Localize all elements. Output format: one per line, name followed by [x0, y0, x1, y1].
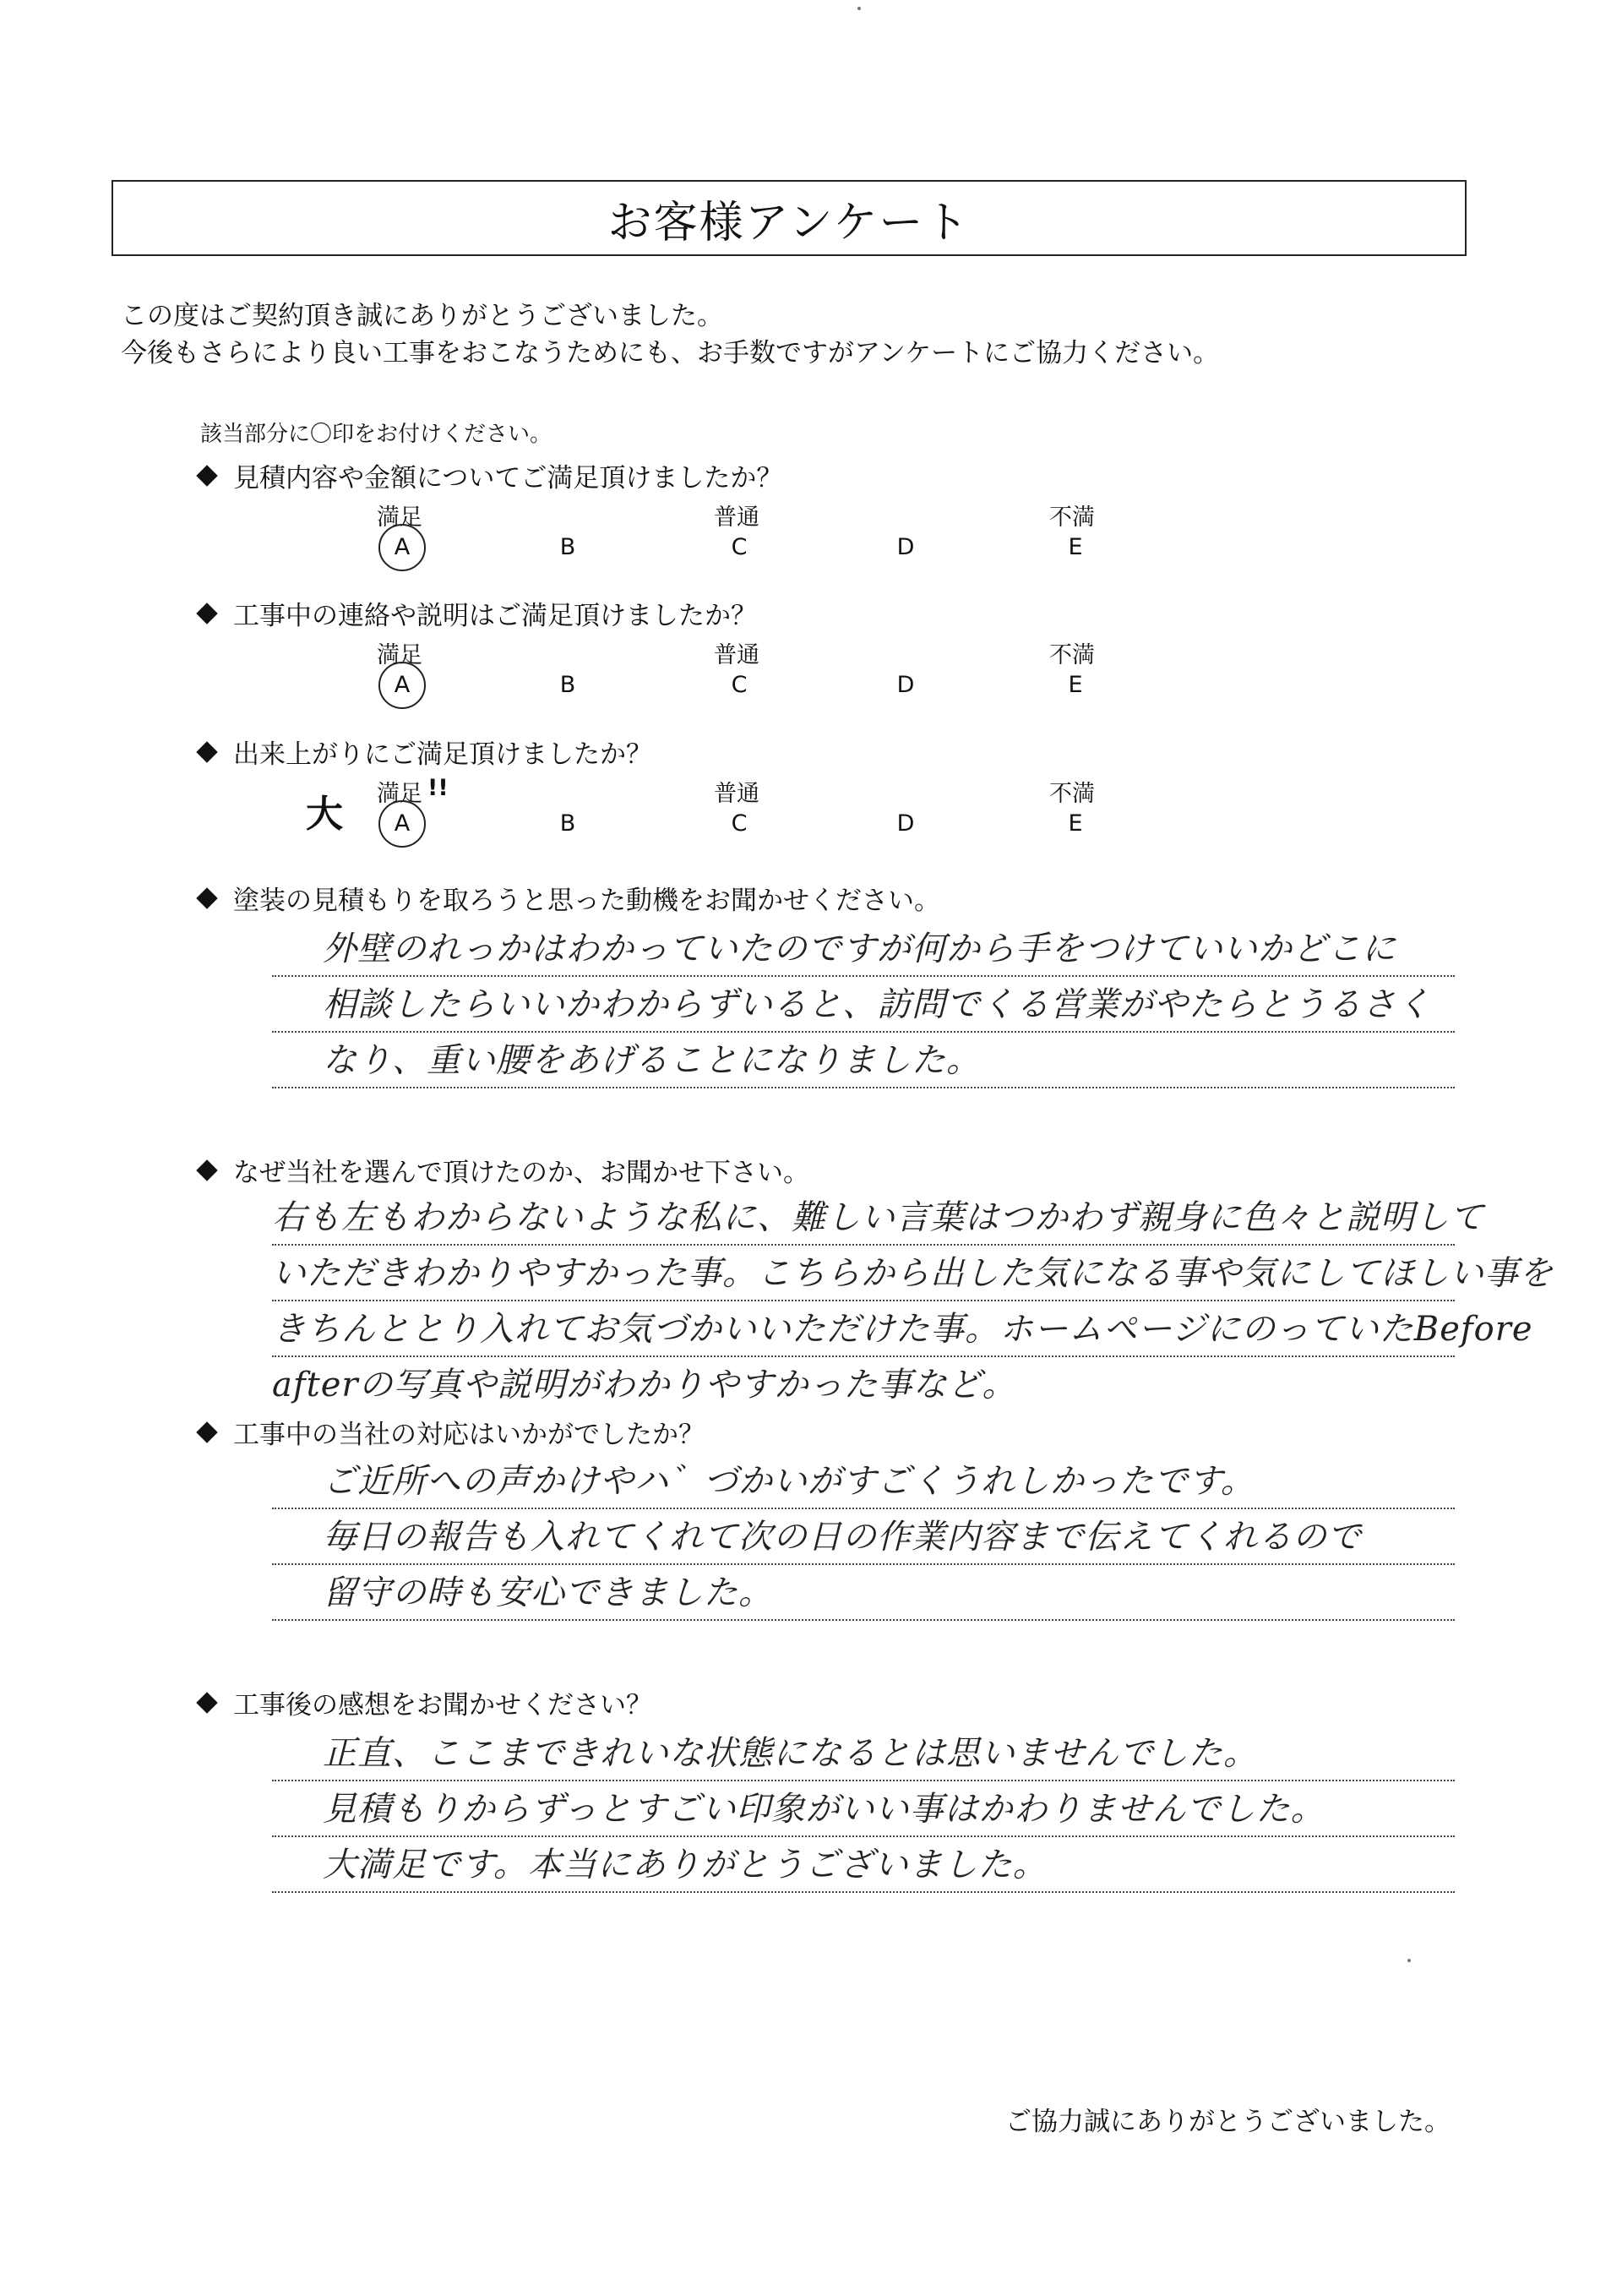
label-dissatisfied: 不満	[1049, 504, 1095, 531]
option-a[interactable]: A	[394, 534, 411, 560]
handwritten-text: きちんととり入れてお気づかいいただけた事。ホームページにのっていたBefore	[272, 1310, 1533, 1349]
label-satisfied: 満足	[377, 504, 422, 531]
selection-circle-icon	[378, 524, 426, 571]
intro-line-2: 今後もさらにより良い工事をおこなうためにも、お手数ですがアンケートにご協力ください。	[121, 338, 1220, 368]
question-7	[196, 1683, 652, 1721]
answer-line	[272, 1565, 1455, 1621]
diamond-bullet-icon	[196, 1692, 217, 1713]
question-5-text: なぜ当社を選んで頂けたのか、お聞かせ下さい。	[233, 1158, 809, 1188]
diamond-bullet-icon	[196, 887, 217, 908]
answer-4	[272, 921, 1455, 1088]
answer-line	[272, 1837, 1455, 1893]
handwritten-text: 外壁のれっかはわかっていたのですが何から手をつけていいかどこに	[323, 930, 1396, 968]
option-e[interactable]: E	[1068, 810, 1083, 837]
diamond-bullet-icon	[196, 1421, 217, 1442]
intro-line-1: この度はご契約頂き誠にありがとうございました。	[121, 301, 723, 331]
rating-scale-1	[0, 499, 1622, 592]
label-dissatisfied: 不満	[1049, 642, 1095, 668]
question-6	[196, 1413, 705, 1451]
label-satisfied: 満足	[377, 642, 422, 668]
option-e[interactable]: E	[1068, 534, 1083, 560]
answer-6	[272, 1453, 1455, 1621]
answer-line	[272, 1357, 1455, 1411]
question-4-text: 塗装の見積もりを取ろうと思った動機をお聞かせください。	[233, 886, 940, 916]
selection-circle-icon	[378, 800, 426, 848]
label-neutral: 普通	[714, 642, 759, 668]
intro-text	[121, 297, 1219, 372]
label-neutral: 普通	[714, 781, 759, 807]
label-neutral: 普通	[714, 504, 759, 531]
question-3	[196, 733, 652, 771]
instruction-text: 該当部分に〇印をお付けください。	[200, 422, 552, 447]
handwritten-text: 留守の時も安心できました。	[323, 1573, 773, 1612]
title-box	[112, 180, 1467, 256]
answer-7	[272, 1726, 1455, 1893]
rating-scale-2	[0, 636, 1622, 729]
option-d[interactable]: D	[896, 534, 915, 560]
question-5	[196, 1151, 809, 1189]
handwritten-text: 大満足です。本当にありがとうございました。	[323, 1846, 1048, 1884]
answer-line	[272, 1781, 1455, 1837]
question-7-text: 工事後の感想をお聞かせください？	[233, 1690, 652, 1721]
option-a[interactable]: A	[394, 810, 411, 837]
handwritten-text: いただきわかりやすかった事。こちらから出した気になる事や気にしてほしい事を	[272, 1254, 1554, 1293]
handwritten-text: ご近所への声かけやハ゛づかいがすごくうれしかったです。	[323, 1462, 1255, 1501]
handwritten-text: 正直、ここまできれいな状態になるとは思いませんでした。	[323, 1734, 1258, 1773]
answer-5	[272, 1190, 1554, 1411]
option-c[interactable]: C	[731, 672, 748, 698]
option-b[interactable]: B	[559, 672, 576, 698]
question-2-text: 工事中の連絡や説明はご満足頂けましたか？	[233, 601, 757, 631]
label-satisfied: 満足	[377, 781, 422, 807]
scan-speck	[1407, 1959, 1411, 1962]
handwritten-text: なり、重い腰をあげることになりました。	[323, 1041, 981, 1080]
handwritten-dai: 大	[306, 793, 343, 836]
answer-line	[272, 1509, 1455, 1565]
diamond-bullet-icon	[196, 1159, 217, 1181]
diamond-bullet-icon	[196, 741, 217, 762]
closing-text: ご協力誠にありがとうございました。	[1005, 2107, 1451, 2137]
answer-line	[272, 1301, 1533, 1357]
option-b[interactable]: B	[559, 810, 576, 837]
answer-line	[272, 1726, 1455, 1781]
option-d[interactable]: D	[896, 672, 915, 698]
handwritten-text: 見積もりからずっとすごい印象がいい事はかわりませんでした。	[323, 1790, 1325, 1829]
option-b[interactable]: B	[559, 534, 576, 560]
option-c[interactable]: C	[731, 534, 748, 560]
answer-line	[272, 977, 1455, 1033]
option-a[interactable]: A	[394, 672, 411, 698]
rating-scale-3	[0, 775, 1622, 868]
answer-line	[272, 1453, 1455, 1509]
question-2	[196, 594, 757, 632]
handwritten-text: 右も左もわからないような私に、難しい言葉はつかわず親身に色々と説明して	[272, 1198, 1484, 1237]
handwritten-text: afterの写真や説明がわかりやすかった事など。	[272, 1366, 1017, 1404]
diamond-bullet-icon	[196, 603, 217, 624]
answer-line	[272, 921, 1455, 977]
option-e[interactable]: E	[1068, 672, 1083, 698]
diamond-bullet-icon	[196, 465, 217, 486]
answer-line	[272, 1190, 1484, 1246]
handwritten-exclaim: !!	[427, 775, 449, 801]
handwritten-text: 毎日の報告も入れてくれて次の日の作業内容まで伝えてくれるので	[323, 1518, 1362, 1557]
question-1-text: 見積内容や金額についてご満足頂けましたか？	[233, 463, 783, 494]
scan-speck	[857, 7, 861, 10]
answer-line	[272, 1033, 1455, 1088]
page-title: お客様アンケート	[607, 197, 971, 248]
question-3-text: 出来上がりにご満足頂けましたか？	[233, 739, 652, 770]
question-4	[196, 879, 940, 917]
question-1	[196, 456, 782, 494]
option-d[interactable]: D	[896, 810, 915, 837]
answer-line	[272, 1246, 1554, 1301]
option-c[interactable]: C	[731, 810, 748, 837]
handwritten-text: 相談したらいいかわからずいると、訪問でくる営業がやたらとうるさく	[323, 985, 1431, 1024]
label-dissatisfied: 不満	[1049, 781, 1095, 807]
question-6-text: 工事中の当社の対応はいかがでしたか？	[233, 1420, 705, 1450]
selection-circle-icon	[378, 662, 426, 709]
